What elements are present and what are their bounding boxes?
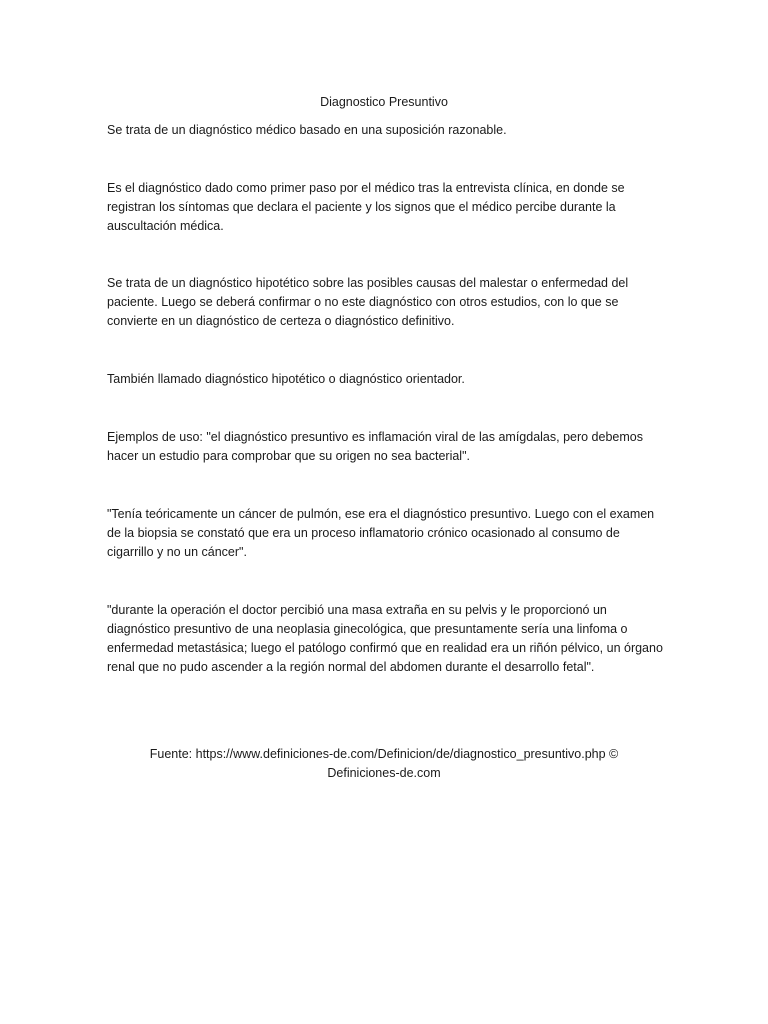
paragraph-first-step: Es el diagnóstico dado como primer paso por el médico tras la entrevista clínica, en donde se registran los síntomas que declara el paciente y los signos que el médico percibe durante la auscultación médica. xyxy=(107,181,625,233)
paragraph-also-called: También llamado diagnóstico hipotético o diagnóstico orientador. xyxy=(107,372,465,386)
paragraph-hypothetical: Se trata de un diagnóstico hipotético sobre las posibles causas del malestar o enfermedad del paciente. Luego se deberá confirmar o no este diagnóstico con otros estudios, con lo que se convierte en un diagnóstico de certeza o diagnóstico definitivo. xyxy=(107,276,629,328)
paragraph-example-lung: "Tenía teóricamente un cáncer de pulmón, ese era el diagnóstico presuntivo. Luego con el examen de la biopsia se constató que era un proceso inflamatorio crónico ocasionado al consumo de cigarrillo y no un cáncer". xyxy=(107,507,655,559)
paragraph-example-operation: "durante la operación el doctor percibió una masa extraña en su pelvis y le proporcionó un diagnóstico presuntivo de una neoplasia ginecológica, que presuntamente sería una linfoma o enfermedad metastásica; luego el patólogo confirmó que en realidad era un riñón pélvico, un órgano renal que no pudo ascender a la región normal del abdomen durante el desarrollo fetal". xyxy=(107,603,663,674)
paragraph-definition: Se trata de un diagnóstico médico basado en una suposición razonable. xyxy=(107,123,507,137)
source-citation: Fuente: https://www.definiciones-de.com/Definicion/de/diagnostico_presuntivo.php © Definiciones-de.com xyxy=(149,747,619,780)
paragraph-example-usage: Ejemplos de uso: "el diagnóstico presuntivo es inflamación viral de las amígdalas, pero debemos hacer un estudio para comprobar que su origen no sea bacterial". xyxy=(107,430,643,463)
document-title: Diagnostico Presuntivo xyxy=(320,95,448,109)
